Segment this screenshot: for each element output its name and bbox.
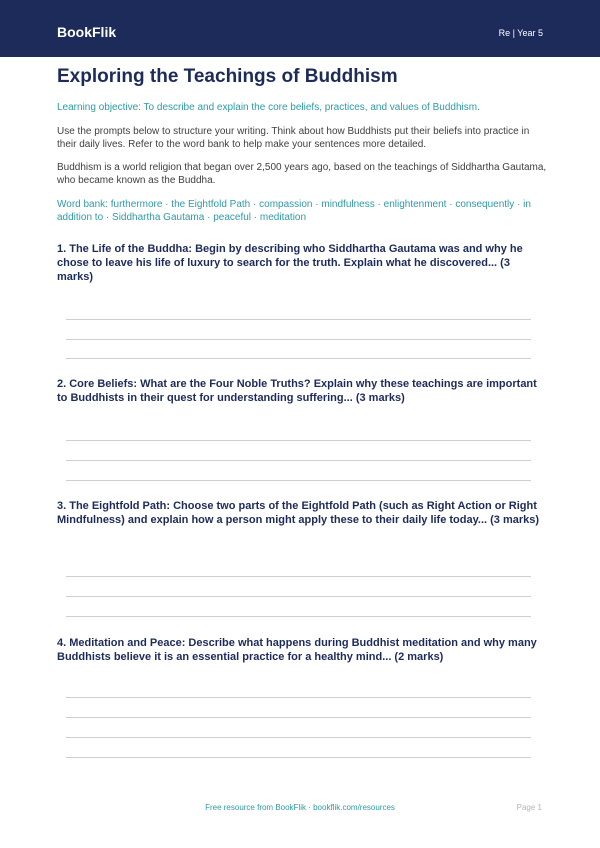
answer-line[interactable] — [66, 737, 531, 738]
question-3-prompt: 3. The Eightfold Path: Choose two parts of the Eightfold Path (such as Right Action or Right Mindfulness) and explain how a person might apply these to their daily life today... (3 marks) — [57, 500, 540, 526]
answer-line[interactable] — [66, 717, 531, 718]
subject-year-label: Re | Year 5 — [498, 28, 543, 38]
header-bar — [0, 0, 600, 57]
answer-line[interactable] — [66, 697, 531, 698]
footer-credit[interactable]: Free resource from BookFlik · bookflik.com/resources — [205, 803, 395, 812]
question-2-prompt: 2. Core Beliefs: What are the Four Noble Truths? Explain why these teachings are important to Buddhists in their quest for understanding suffering... (3 marks) — [57, 378, 537, 404]
answer-line[interactable] — [66, 576, 531, 577]
word-bank: Word bank: furthermore · the Eightfold Path · compassion · mindfulness · enlightenment · consequently · in addition to · Siddhartha Gautama · peaceful · meditation — [57, 199, 531, 223]
brand-logo: BookFlik — [57, 24, 117, 40]
question-1-prompt: 1. The Life of the Buddha: Begin by describing who Siddhartha Gautama was and why he chose to leave his life of luxury to search for the truth. Explain what he discovered... (3 marks) — [57, 243, 523, 283]
question-4-prompt: 4. Meditation and Peace: Describe what happens during Buddhist meditation and why many Buddhists believe it is an essential practice for a healthy mind... (2 marks) — [57, 637, 537, 663]
intro-paragraph: Use the prompts below to structure your writing. Think about how Buddhists put their beliefs into practice in their daily lives. Refer to the word bank to help make your sentences more detailed. — [57, 126, 530, 150]
answer-line[interactable] — [66, 480, 531, 481]
learning-objective: Learning objective: To describe and explain the core beliefs, practices, and values of Buddhism. — [57, 102, 480, 113]
intro-paragraph: Buddhism is a world religion that began over 2,500 years ago, based on the teachings of Siddhartha Gautama, who became known as the Buddha. — [57, 162, 547, 186]
answer-line[interactable] — [66, 339, 531, 340]
answer-line[interactable] — [66, 460, 531, 461]
answer-line[interactable] — [66, 358, 531, 359]
page-title: Exploring the Teachings of Buddhism — [57, 66, 398, 87]
answer-line[interactable] — [66, 596, 531, 597]
answer-line[interactable] — [66, 616, 531, 617]
page-number: Page 1 — [516, 803, 542, 812]
answer-line[interactable] — [66, 757, 531, 758]
answer-line[interactable] — [66, 440, 531, 441]
answer-line[interactable] — [66, 319, 531, 320]
